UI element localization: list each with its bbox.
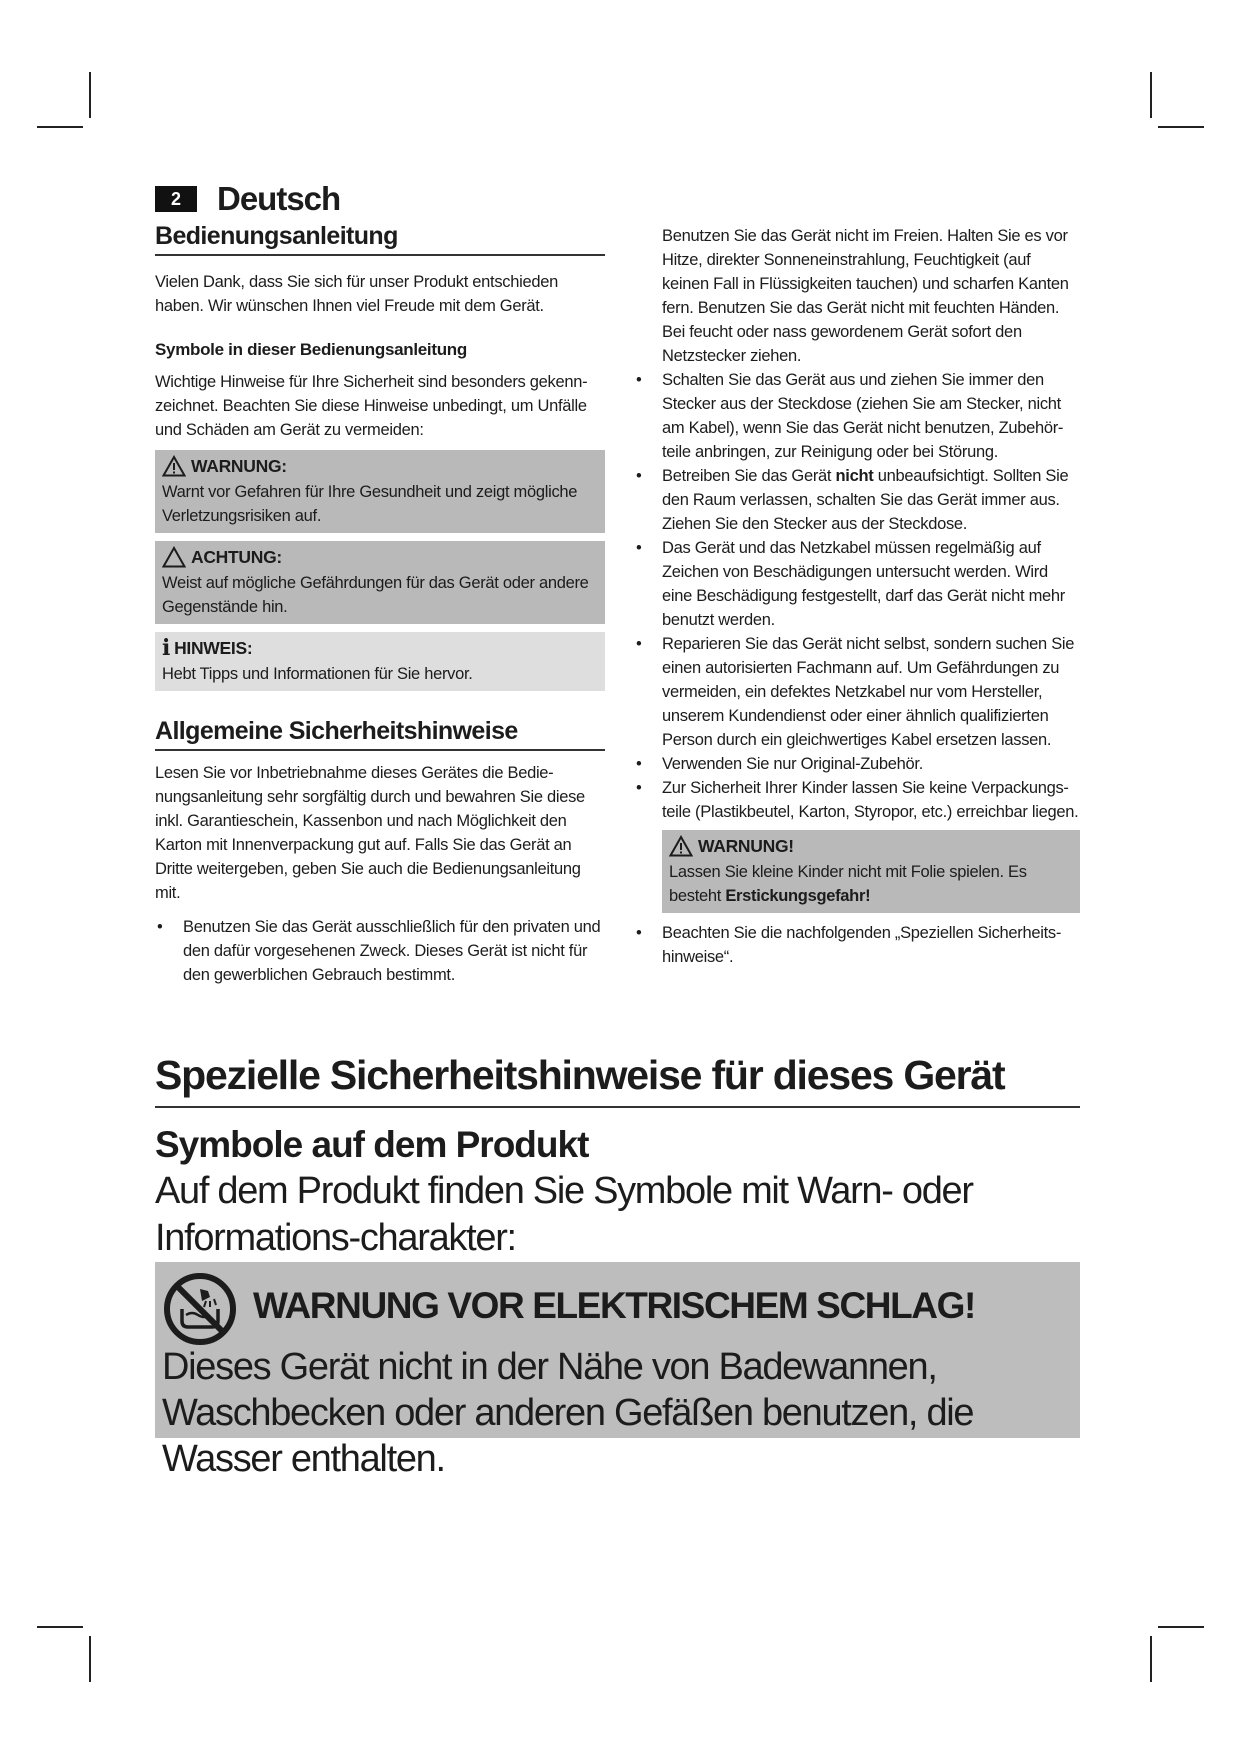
crop-mark	[1158, 1626, 1204, 1628]
warning-box-title	[162, 454, 598, 478]
symbols-text: Wichtige Hinweise für Ihre Sicherheit sind besonders gekenn-zeichnet. Beachten Sie diese Hinweise unbedingt, um Unfälle und Schäden am Gerät zu vermeiden:	[155, 373, 588, 439]
list-item: • Zur Sicherheit Ihrer Kinder lassen Sie keine Verpackungs-teile (Plastikbeutel, Karton, Styropor, etc.) erreichbar liegen.	[636, 779, 1079, 821]
warning-box-label: WARNUNG:	[191, 456, 287, 476]
info-icon: i	[162, 635, 171, 661]
crop-mark	[37, 126, 83, 128]
crop-mark	[1158, 126, 1204, 128]
product-symbols-text: Auf dem Produkt finden Sie Symbole mit Warn- oder Informations-charakter:	[155, 1170, 973, 1259]
symbols-heading: Symbole in dieser Bedienungsanleitung	[155, 340, 467, 359]
caution-box-title	[162, 545, 598, 569]
list-item: Benutzen Sie das Gerät nicht im Freien. Halten Sie es vor Hitze, direkter Sonneneinstrahlung, Feuchtigkeit (auf keinen Fall in Flüssigkeiten tauchen) und scharfen Kanten fern. Benutzen Sie das Gerät nicht mit feuchten Händen. Bei feucht oder nass gewordenem Gerät sofort den Netzstecker ziehen.	[662, 227, 1069, 365]
safety-list-left	[155, 915, 605, 987]
suffocation-warning-text: Lassen Sie kleine Kinder nicht mit Folie spielen. Es besteht Erstickungsgefahr!	[669, 863, 1027, 905]
page-number: 2	[155, 186, 197, 212]
list-item: • Betreiben Sie das Gerät nicht unbeaufsichtigt. Sollten Sie den Raum verlassen, schalten Sie das Gerät immer aus. Ziehen Sie den Stecker aus der Steckdose.	[636, 467, 1069, 533]
safety-list-right	[634, 224, 1080, 824]
list-item: • Schalten Sie das Gerät aus und ziehen Sie immer den Stecker aus der Steckdose (ziehen Sie am Stecker, nicht am Kabel), wenn Sie das Gerät nicht benutzen, Zubehör-teile anbringen, zur Reinigung oder bei Störung.	[636, 371, 1064, 461]
right-column	[634, 224, 1080, 969]
language-label: Deutsch	[217, 180, 341, 217]
note-box	[155, 632, 605, 691]
note-box-label: HINWEIS:	[174, 638, 253, 658]
electric-shock-warning-box	[155, 1262, 1080, 1480]
safety-title: Allgemeine Sicherheitshinweise	[155, 719, 605, 751]
crop-mark	[89, 72, 91, 118]
intro-text: Vielen Dank, dass Sie sich für unser Produkt entschieden haben. Wir wünschen Ihnen viel Freude mit dem Gerät.	[155, 273, 558, 315]
suffocation-warning-title: WARNUNG!	[669, 834, 1073, 858]
note-box-title	[162, 636, 598, 660]
crop-mark	[1150, 1636, 1152, 1682]
list-item: • Das Gerät und das Netzkabel müssen regelmäßig auf Zeichen von Beschädigungen untersucht werden. Wird eine Beschädigung festgestellt, darf das Gerät nicht mehr benutzt werden.	[636, 539, 1065, 629]
left-column	[155, 224, 605, 987]
electric-shock-warning-text: Dieses Gerät nicht in der Nähe von Badewannen, Waschbecken oder anderen Gefäßen benutzen, die Wasser enthalten.	[162, 1346, 974, 1480]
caution-box-label: ACHTUNG:	[191, 547, 282, 567]
warning-triangle-icon	[669, 835, 693, 857]
crop-mark	[89, 1636, 91, 1682]
list-item: • Benutzen Sie das Gerät ausschließlich für den privaten und den dafür vorgesehenen Zweck. Dieses Gerät ist nicht für den gewerblichen Gebrauch bestimmt.	[157, 918, 601, 984]
warning-box-text: Warnt vor Gefahren für Ihre Gesundheit und zeigt mögliche Verletzungsrisiken auf.	[162, 483, 578, 525]
product-symbols-heading: Symbole auf dem Produkt	[155, 1124, 589, 1165]
page-header	[155, 180, 340, 218]
manual-title: Bedienungsanleitung	[155, 224, 605, 256]
caution-box	[155, 541, 605, 624]
safety-list-right-end	[634, 921, 1080, 969]
list-item: • Verwenden Sie nur Original-Zubehör.	[636, 755, 923, 773]
no-water-bath-icon	[162, 1271, 238, 1347]
special-safety-title: Spezielle Sicherheitshinweise für dieses Gerät	[155, 1052, 1080, 1108]
warning-triangle-icon	[162, 455, 186, 477]
list-item: • Reparieren Sie das Gerät nicht selbst, sondern suchen Sie einen autorisierten Fachmann auf. Um Gefährdungen zu vermeiden, ein defektes Netzkabel nur vom Hersteller, unserem Kundendienst oder einer ähnlich qualifizierten Person durch ein gleichwertiges Kabel ersetzen lassen.	[636, 635, 1075, 749]
caution-box-text: Weist auf mögliche Gefährdungen für das Gerät oder andere Gegenstände hin.	[162, 574, 589, 616]
warning-box	[155, 450, 605, 533]
caution-triangle-icon	[162, 546, 186, 568]
note-box-text: Hebt Tipps und Informationen für Sie hervor.	[162, 665, 473, 683]
crop-mark	[1150, 72, 1152, 118]
list-item: • Beachten Sie die nachfolgenden „Speziellen Sicherheits-hinweise“.	[636, 924, 1062, 966]
suffocation-warning-box	[662, 830, 1080, 913]
electric-shock-warning-title: WARNUNG VOR ELEKTRISCHEM SCHLAG!	[253, 1285, 975, 1326]
crop-mark	[37, 1626, 83, 1628]
safety-intro: Lesen Sie vor Inbetriebnahme dieses Gerätes die Bedie-nungsanleitung sehr sorgfältig durch und bewahren Sie diese inkl. Garantieschein, Kassenbon und nach Möglichkeit den Karton mit Innenverpackung gut auf. Falls Sie das Gerät an Dritte weitergeben, geben Sie auch die Bedienungsanleitung mit.	[155, 764, 585, 902]
